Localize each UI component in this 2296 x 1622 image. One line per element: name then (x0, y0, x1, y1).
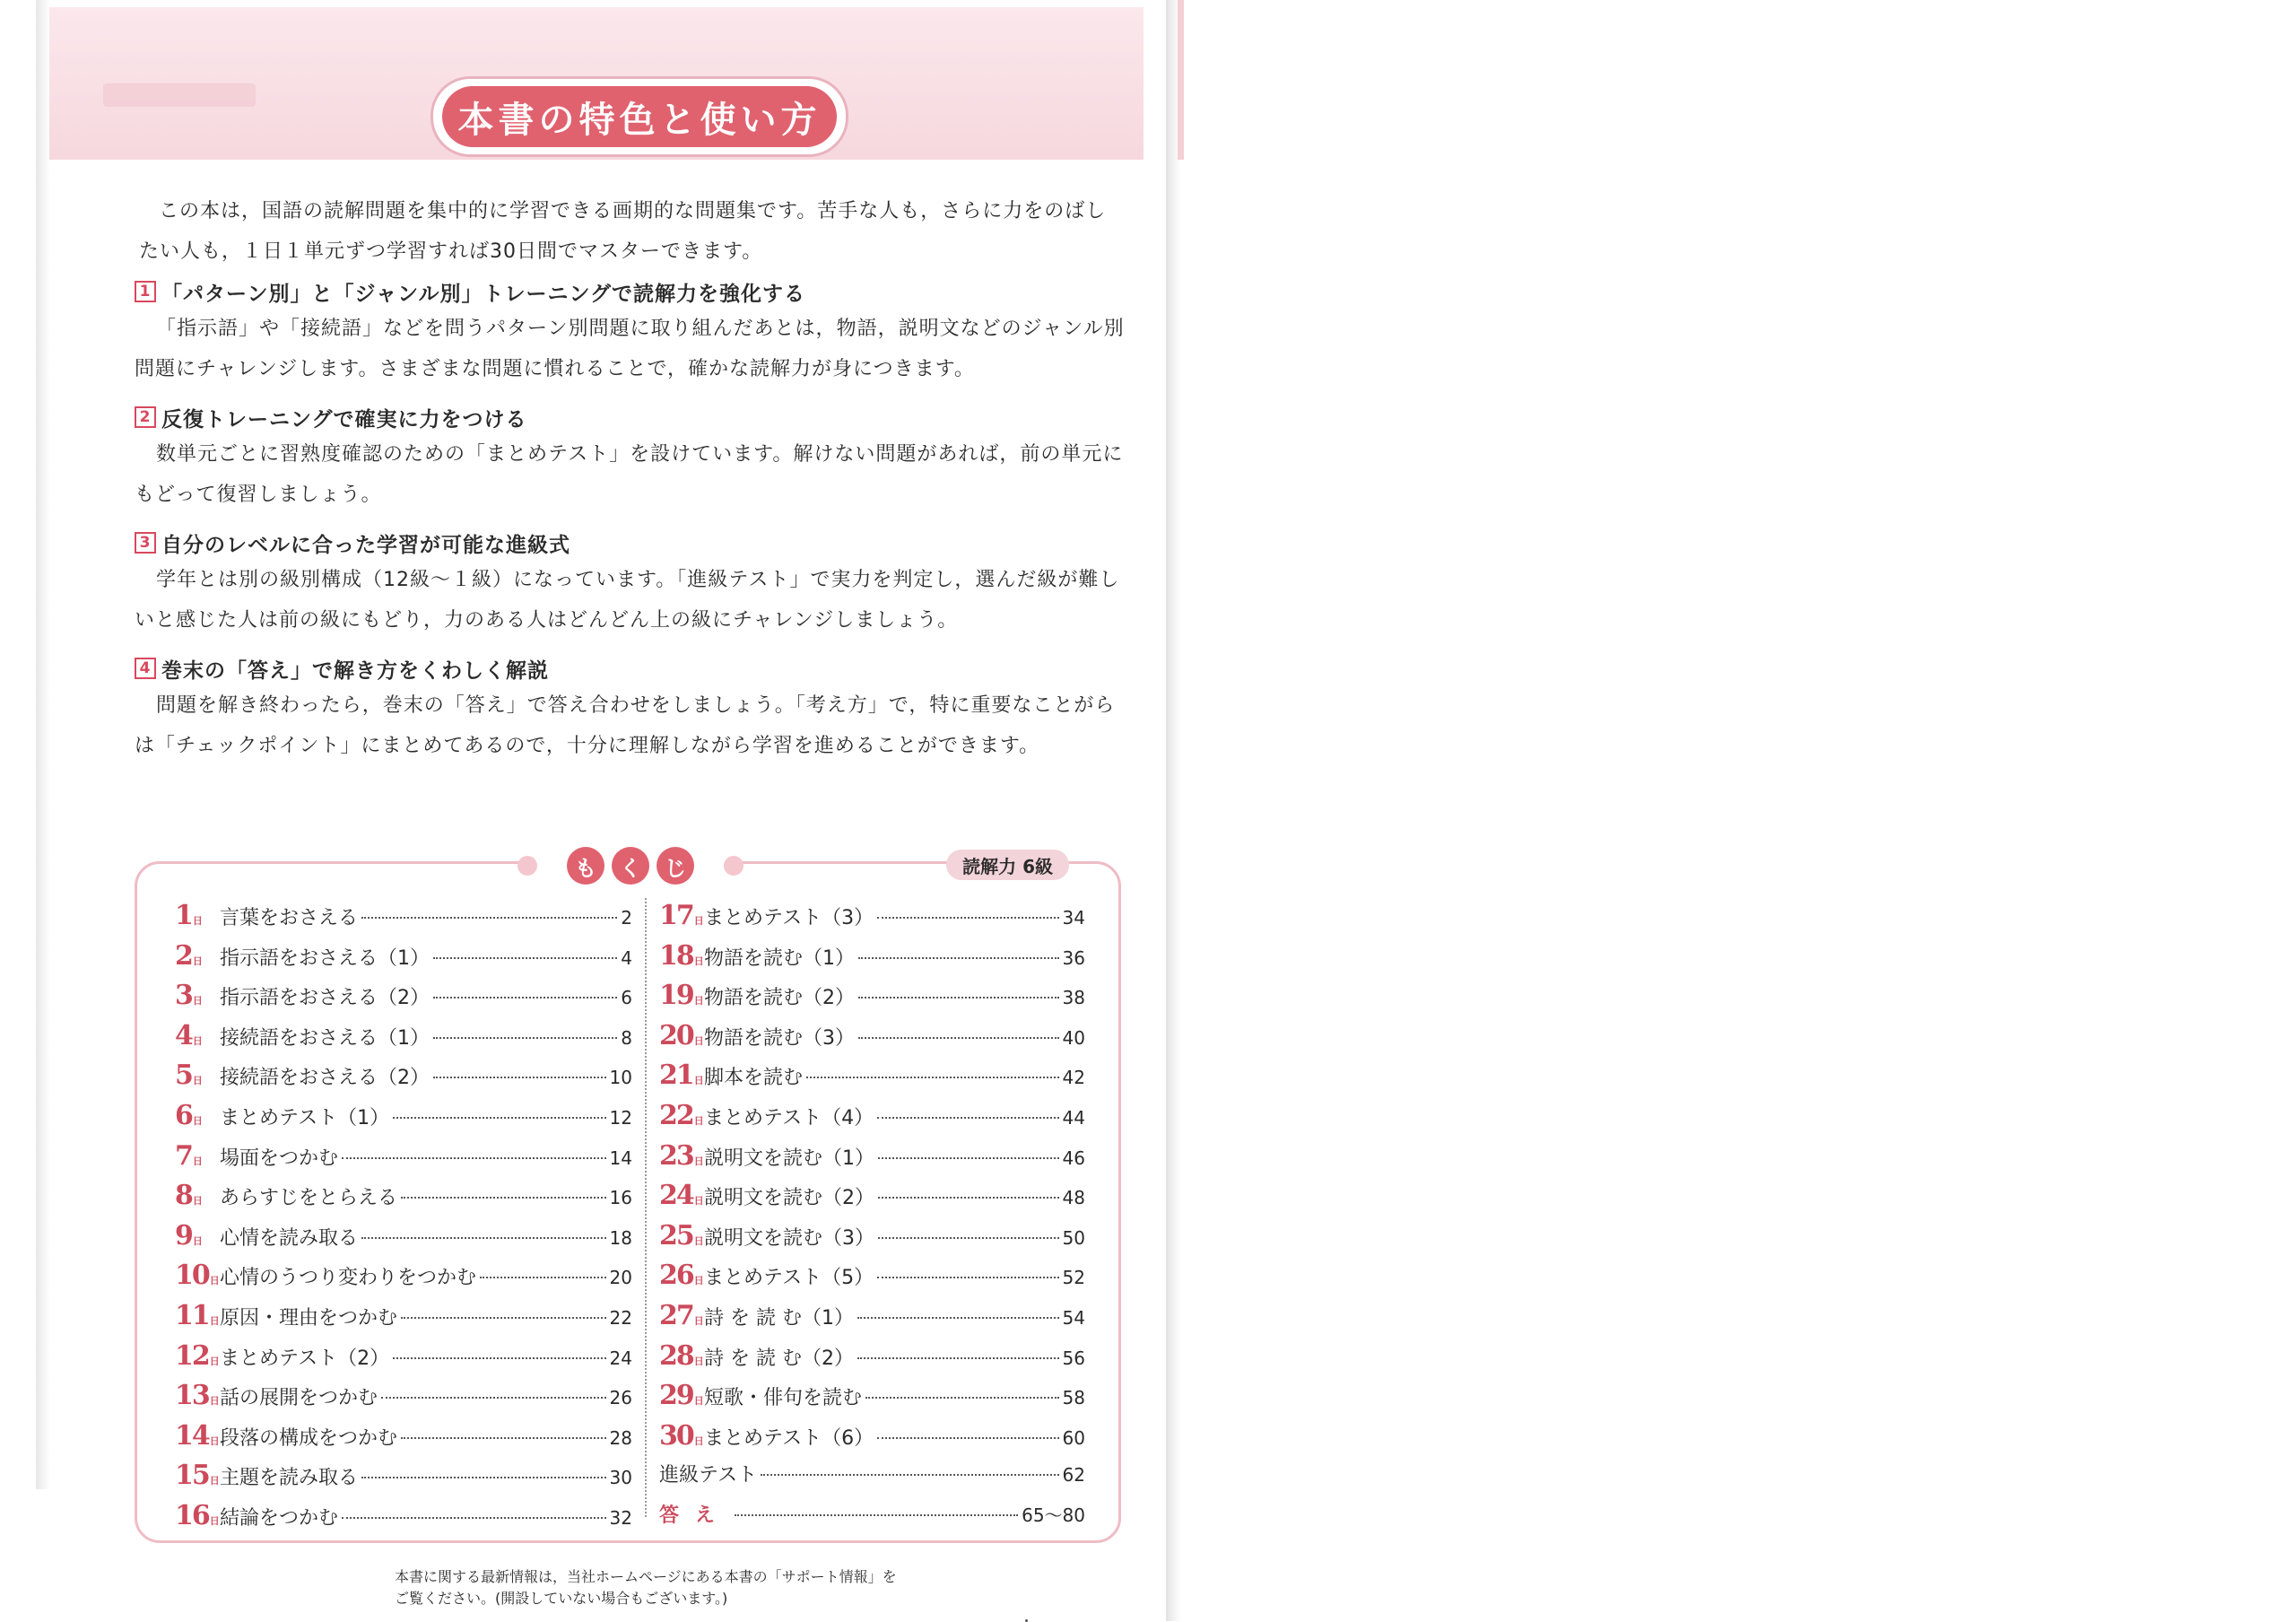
toc-entry-page: 54 (1062, 1306, 1085, 1329)
toc-leader-dots (401, 1197, 606, 1199)
toc-entry-page: 40 (1062, 1026, 1085, 1049)
document-page (49, 7, 1144, 1613)
toc-leader-dots (878, 1157, 1059, 1159)
toc-entry-page: 48 (1062, 1187, 1085, 1209)
toc-divider (645, 898, 647, 1517)
toc-entry (175, 1380, 632, 1420)
toc-leader-dots (857, 1317, 1059, 1319)
toc-leader-dots (401, 1437, 606, 1439)
next-page-edge (1178, 0, 1184, 160)
toc-entry-title: まとめテスト（2） (220, 1347, 390, 1370)
toc-entry-page: 32 (609, 1506, 632, 1529)
toc-entry-number: 9 日 (175, 1220, 220, 1251)
toc-entry-title: 段落の構成をつかむ (220, 1426, 398, 1450)
toc-leader-dots (761, 1474, 1058, 1476)
toc-entry-number: 20 日 (659, 1020, 704, 1051)
toc-entry (659, 1020, 1085, 1060)
toc-entry-title: 話の展開をつかむ (220, 1387, 378, 1410)
toc-entry-number: 1 日 (175, 900, 220, 931)
toc-leader-dots (433, 1037, 617, 1039)
toc-entry (659, 1380, 1085, 1420)
toc-entry (659, 1460, 1085, 1500)
toc-entry (659, 900, 1085, 940)
toc-entry-page: 16 (609, 1187, 632, 1209)
toc-leader-dots (858, 997, 1059, 998)
toc-entry-page: 36 (1062, 946, 1085, 969)
toc-leader-dots (342, 1517, 606, 1519)
toc-entry (175, 1100, 632, 1140)
section-number: 2 (135, 406, 156, 428)
toc-entry-title: 物語を読む（3） (704, 1026, 855, 1050)
toc-entry-number: 23 日 (659, 1140, 704, 1172)
toc-entry (175, 1260, 632, 1300)
toc-entry (175, 1140, 632, 1181)
toc-entry (659, 1140, 1085, 1181)
toc-entry (659, 1180, 1085, 1220)
toc-leader-dots (877, 917, 1058, 919)
section-number: 4 (135, 658, 156, 679)
toc-leader-dots (393, 1117, 605, 1119)
toc-entry-number: 2 日 (175, 940, 220, 972)
toc-entry-number: 26 日 (659, 1260, 704, 1291)
toc-leader-dots (878, 1197, 1059, 1199)
toc-entry-number: 30 日 (659, 1420, 704, 1452)
toc-entry-page: 65～80 (1022, 1504, 1085, 1526)
toc-entry (175, 1300, 632, 1340)
toc-entry-title: 心情を読み取る (220, 1226, 359, 1250)
section-body: 学年とは別の級別構成（12級～１級）になっています。「進級テスト」で実力を判定し，選んだ級が難しいと感じた人は前の級にもどり，力のある人はどんどん上の級にチャレンジしましょう。 (135, 569, 1120, 632)
toc-entry-title: 脚本を読む (704, 1067, 804, 1090)
toc-tab: も く じ (523, 846, 738, 885)
toc-entry-title: 詩 を 読 む（1） (704, 1306, 854, 1330)
toc-entry-number: 15 日 (175, 1460, 220, 1491)
title-badge (430, 76, 848, 157)
toc-entry (659, 1060, 1085, 1100)
toc-leader-dots (877, 1117, 1058, 1119)
toc-entry-page: 12 (609, 1106, 632, 1129)
toc-entry-page: 44 (1062, 1106, 1085, 1129)
toc-entry-title: 接続語をおさえる（2） (220, 1067, 430, 1090)
toc-leader-dots (865, 1397, 1059, 1399)
toc-entry (659, 1100, 1085, 1140)
section-heading: 巻末の「答え」で解き方をくわしく解説 (161, 658, 549, 683)
toc-leader-dots (806, 1077, 1059, 1078)
toc-entry-title: まとめテスト（1） (220, 1106, 390, 1129)
toc-entry (659, 940, 1085, 981)
toc-entry-title: 主題を読み取る (220, 1467, 359, 1490)
toc-leader-dots (401, 1317, 606, 1319)
grade-label: 読解力 6級 (946, 850, 1069, 880)
toc-entry-title: まとめテスト（3） (704, 907, 874, 929)
toc-leader-dots (735, 1514, 1018, 1516)
toc-entry-number: 28 日 (659, 1340, 704, 1372)
toc-entry-title: 答え (659, 1504, 732, 1527)
toc-entry-title: 接続語をおさえる（1） (220, 1026, 430, 1050)
toc-entry-page: 60 (1062, 1426, 1085, 1449)
toc-entry-page: 6 (621, 987, 632, 1009)
toc-leader-dots (480, 1277, 606, 1278)
section-4 (135, 651, 1130, 766)
toc-leader-dots (433, 1077, 606, 1078)
page-title: 本書の特色と使い方 (457, 98, 822, 141)
toc-entry (175, 980, 632, 1020)
toc-entry-page: 4 (621, 946, 632, 969)
toc-leader-dots (858, 957, 1059, 959)
toc-entry-title: 結論をつかむ (220, 1506, 339, 1530)
toc-entry-number: 13 日 (175, 1380, 220, 1411)
toc-entry-number: 11 日 (175, 1300, 220, 1331)
toc-entry (175, 1500, 632, 1540)
toc-column-right (659, 900, 1085, 1540)
toc-entry (175, 1340, 632, 1381)
toc-entry-number: 25 日 (659, 1220, 704, 1251)
toc-entry (659, 1220, 1085, 1260)
toc-leader-dots (433, 957, 617, 959)
toc-leader-dots (878, 1237, 1059, 1239)
toc-entry-title: あらすじをとらえる (220, 1187, 398, 1210)
toc-entry (175, 1180, 632, 1220)
toc-leader-dots (393, 1357, 605, 1359)
toc-leader-dots (361, 1477, 606, 1478)
toc-entry-title: 原因・理由をつかむ (220, 1306, 398, 1330)
toc-entry-page: 42 (1062, 1067, 1085, 1089)
toc-entry (175, 1460, 632, 1500)
section-heading: 自分のレベルに合った学習が可能な進級式 (161, 533, 570, 557)
toc-entry-number: 17 日 (659, 900, 704, 931)
toc-entry-title: 短歌・俳句を読む (704, 1387, 863, 1410)
toc-entry (659, 1420, 1085, 1461)
toc-leader-dots (857, 1357, 1059, 1359)
toc-column-left (175, 900, 632, 1540)
toc-entry-page: 50 (1062, 1226, 1085, 1249)
section-number: 1 (135, 281, 156, 302)
toc-entry-title: 進級テスト (659, 1464, 758, 1487)
toc-entry-title: 物語を読む（2） (704, 987, 855, 1010)
toc-entry (659, 1300, 1085, 1340)
section-body: 問題を解き終わったら，巻末の「答え」で答え合わせをしましょう。「考え方」で，特に重要なことがらは「チェックポイント」にまとめてあるので，十分に理解しながら学習を進めることができます。 (135, 694, 1116, 757)
toc-leader-dots (361, 917, 617, 919)
toc-entry-title: 詩 を 読 む（2） (704, 1347, 854, 1370)
toc-entry-page: 22 (609, 1306, 632, 1329)
toc-entry-page: 38 (1062, 987, 1085, 1009)
toc-entry (659, 1500, 1085, 1540)
toc-entry-number: 22 日 (659, 1100, 704, 1131)
toc-entry-title: 場面をつかむ (220, 1147, 339, 1170)
scan-shadow-left (36, 0, 50, 1489)
toc-leader-dots (433, 997, 617, 998)
toc-entry-number: 16 日 (175, 1500, 220, 1531)
toc-entry-title: 言葉をおさえる (220, 907, 359, 929)
toc-entry-number: 8 日 (175, 1180, 220, 1211)
toc-entry-title: まとめテスト（5） (704, 1267, 874, 1290)
toc-entry-title: 指示語をおさえる（1） (220, 946, 430, 970)
toc-leader-dots (858, 1037, 1059, 1039)
toc-entry-title: まとめテスト（4） (704, 1106, 874, 1129)
toc-entry-page: 18 (609, 1226, 632, 1249)
toc-entry-page: 56 (1062, 1347, 1085, 1369)
toc-entry (175, 1220, 632, 1260)
scan-page-edge (1166, 0, 1182, 1621)
toc-entry-number: 24 日 (659, 1180, 704, 1211)
toc-entry (175, 900, 632, 940)
toc-entry-page: 46 (1062, 1147, 1085, 1169)
toc-entry-page: 58 (1062, 1387, 1085, 1409)
toc-entry (659, 1260, 1085, 1300)
toc-entry-number: 18 日 (659, 940, 704, 972)
toc-entry (175, 1020, 632, 1060)
section-body: 数単元ごとに習熟度確認のための「まとめテスト」を設けています。解けない問題があれば，前の単元にもどって復習しましょう。 (135, 443, 1124, 506)
toc-entry-page: 2 (621, 907, 632, 929)
toc-entry-title: 説明文を読む（3） (704, 1226, 874, 1250)
toc-entry-page: 34 (1062, 907, 1085, 929)
toc-entry-page: 14 (609, 1147, 632, 1169)
toc-entry-number: 27 日 (659, 1300, 704, 1331)
toc-entry-page: 52 (1062, 1267, 1085, 1289)
section-body: 「指示語」や「接続語」などを問うパターン別問題に取り組んだあとは，物語，説明文などのジャンル別問題にチャレンジします。さまざまな問題に慣れることで，確かな読解力が身につきます。 (135, 318, 1125, 380)
toc-entry-number: 21 日 (659, 1060, 704, 1091)
toc-entry-number: 7 日 (175, 1140, 220, 1172)
toc-entry-number: 6 日 (175, 1100, 220, 1131)
toc-leader-dots (877, 1437, 1058, 1439)
toc-entry-page: 10 (609, 1067, 632, 1089)
toc-entry-title: 指示語をおさえる（2） (220, 987, 430, 1010)
toc-entry (175, 1420, 632, 1461)
toc-entry-number: 4 日 (175, 1020, 220, 1051)
section-1 (135, 275, 1130, 389)
section-number: 3 (135, 532, 156, 554)
toc-entry (175, 940, 632, 981)
toc-entry-page: 8 (621, 1026, 632, 1049)
toc-entry (659, 980, 1085, 1020)
toc-entry-number: 14 日 (175, 1420, 220, 1452)
toc-leader-dots (381, 1397, 606, 1399)
toc-entry-page: 30 (609, 1467, 632, 1489)
toc-entry (659, 1340, 1085, 1381)
section-heading: 「パターン別」と「ジャンル別」トレーニングで読解力を強化する (161, 282, 806, 306)
toc-entry-title: 心情のうつり変わりをつかむ (220, 1267, 477, 1290)
table-of-contents (135, 855, 1121, 1543)
toc-entry-number: 5 日 (175, 1060, 220, 1091)
toc-leader-dots (361, 1237, 606, 1239)
toc-entry-number: 3 日 (175, 980, 220, 1011)
footer-note: 本書に関する最新情報は，当社ホームページにある本書の「サポート情報」を ご覧ください。(開設していない場合もございます。) (395, 1568, 897, 1607)
toc-entry-page: 20 (609, 1267, 632, 1289)
toc-entry-number: 12 日 (175, 1340, 220, 1372)
toc-leader-dots (342, 1157, 606, 1159)
intro-paragraph: この本は，国語の読解問題を集中的に学習できる画期的な問題集です。苦手な人も，さらに力をのばしたい人も，１日１単元ずつ学習すれば30日間でマスターできます。 (139, 200, 1107, 263)
toc-entry-title: まとめテスト（6） (704, 1426, 874, 1450)
toc-entry-title: 物語を読む（1） (704, 946, 855, 970)
toc-entry (175, 1060, 632, 1100)
toc-entry-title: 説明文を読む（2） (704, 1187, 874, 1210)
toc-entry-page: 28 (609, 1426, 632, 1449)
section-2 (135, 400, 1130, 515)
toc-entry-page: 24 (609, 1347, 632, 1369)
section-3 (135, 526, 1130, 641)
toc-entry-page: 62 (1062, 1464, 1085, 1487)
toc-entry-number: 29 日 (659, 1380, 704, 1411)
toc-entry-number: 19 日 (659, 980, 704, 1011)
toc-entry-title: 説明文を読む（1） (704, 1147, 874, 1170)
section-heading: 反復トレーニングで確実に力をつける (161, 407, 527, 432)
toc-leader-dots (877, 1277, 1058, 1278)
toc-entry-page: 26 (609, 1387, 632, 1409)
toc-entry-number: 10 日 (175, 1260, 220, 1291)
